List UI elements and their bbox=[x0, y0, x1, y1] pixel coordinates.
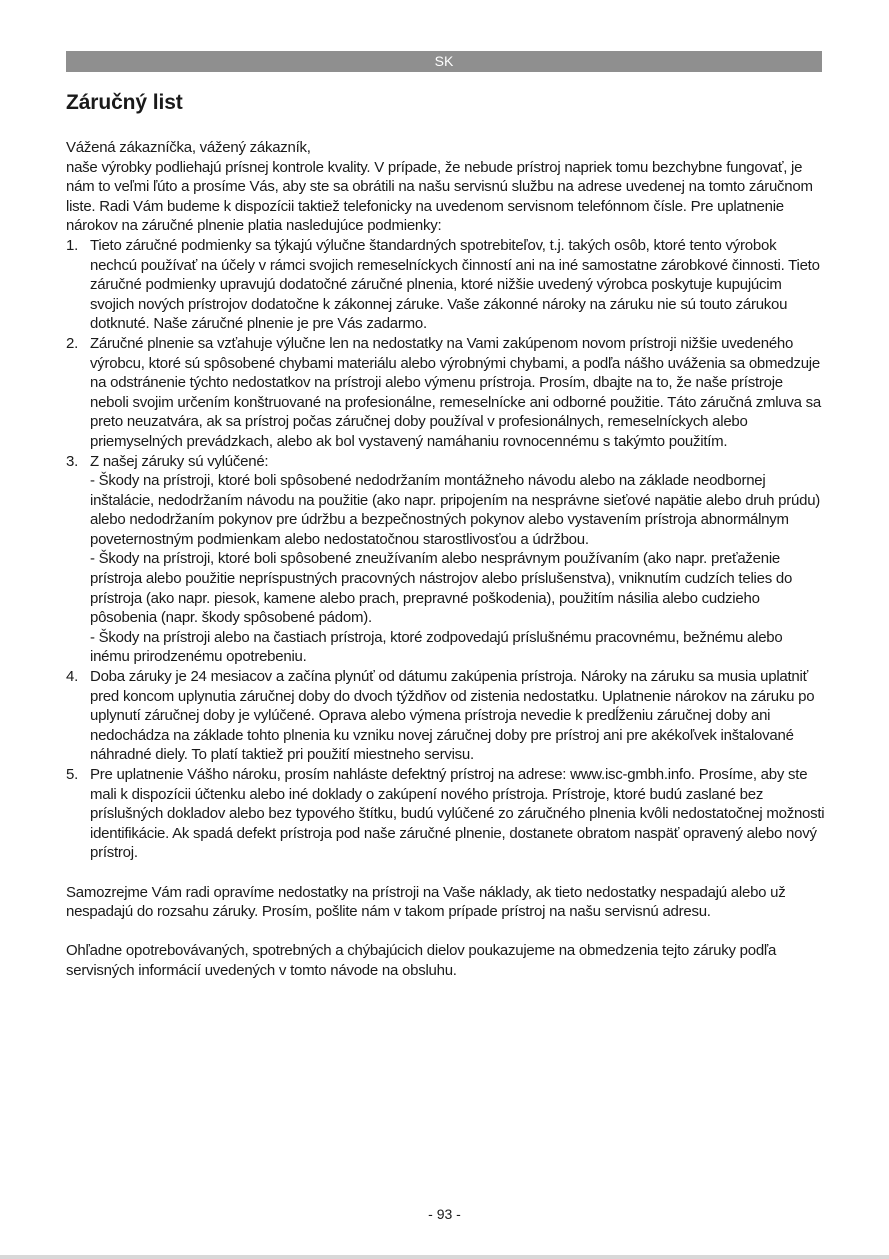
condition-item bbox=[66, 452, 825, 668]
language-header-bar bbox=[66, 51, 822, 72]
exclusion-item: - Škody na prístroji alebo na častiach prístroja, ktoré zodpovedajú príslušnému pracovnému, bežnému alebo inému prirodzenému opotrebeniu. bbox=[90, 628, 783, 666]
page-title: Záručný list bbox=[66, 91, 183, 114]
condition-item bbox=[66, 236, 825, 334]
condition-number: 2. bbox=[66, 334, 79, 352]
condition-text: Tieto záručné podmienky sa týkajú výlučne štandardných spotrebiteľov, t.j. takých osôb, ktoré tento výrobok nechcú používať na účely v rámci svojich remeselníckych činností ani na iné samostatne zárobkové činnosti. Tieto záručné podmienky upravujú dodatočné záručné plnenia, ktoré nižšie uvedený výrobca poskytuje kupujúcim svojich nových prístrojov dodatočne k zákonnej záruke. Vaše zákonné nároky na záruku nie sú touto zárukou dotknuté. Naše záručné plnenie je pre Vás zadarmo. bbox=[90, 236, 820, 333]
condition-number: 5. bbox=[66, 766, 79, 783]
condition-number: 4. bbox=[66, 668, 79, 686]
condition-number: 1. bbox=[66, 236, 79, 254]
salutation: Vážená zákazníčka, vážený zákazník, bbox=[66, 139, 311, 156]
condition-number: 3. bbox=[66, 452, 79, 470]
condition-item bbox=[66, 765, 825, 863]
condition-item bbox=[66, 334, 825, 452]
condition-text: Z našej záruky sú vylúčené: bbox=[90, 452, 269, 470]
condition-item bbox=[66, 667, 825, 765]
page-number: - 93 - bbox=[428, 1206, 461, 1222]
repair-at-cost-paragraph: Samozrejme Vám radi opravíme nedostatky na prístroji na Vaše náklady, ak tieto nedostatky nespadajú alebo už nespadajú do rozsahu záruky. Prosím, pošlite nám v takom prípade prístroj na našu servisnú adresu. bbox=[66, 883, 786, 921]
language-code: SK bbox=[434, 53, 454, 69]
page-bottom-edge bbox=[0, 1255, 889, 1259]
exclusion-item: - Škody na prístroji, ktoré boli spôsobené zneužívaním alebo nesprávnym používaním (ako napr. preťaženie prístroja alebo použitie nepríspustných pracovných nástrojov alebo príslušenstva), vniknutím cudzích telies do prístroja (ako napr. piesok, kamene alebo prach, prepravné poškodenia), použitím násilia alebo cudzieho pôsobenia (napr. škody spôsobené pádom). bbox=[90, 550, 793, 627]
condition-text: Pre uplatnenie Vášho nároku, prosím nahláste defektný prístroj na adrese: www.isc-gmbh.info. Prosíme, aby ste mali k dispozícii účtenku alebo iné doklady o zakúpení nového prístroja. Prístroje, ktoré budú zaslané bez príslušných dokladov alebo bez typového štítku, budú vylúčené zo záručného plnenia kvôli nedostatočnej možnosti identifikácie. Ak spadá defekt prístroja pod naše záručné plnenie, dostanete obratom naspäť opravený alebo nový prístroj. bbox=[90, 766, 825, 862]
warranty-conditions-list bbox=[66, 236, 825, 863]
warranty-body bbox=[66, 138, 825, 981]
wear-parts-paragraph: Ohľadne opotrebovávaných, spotrebných a chýbajúcich dielov poukazujeme na obmedzenia tejto záruky podľa servisných informácií uvedených v tomto návode na obsluhu. bbox=[66, 942, 777, 979]
intro-paragraph: naše výrobky podliehajú prísnej kontrole kvality. V prípade, že nebude prístroj napriek tomu bezchybne fungovať, je nám to veľmi ľúto a prosíme Vás, aby ste sa obrátili na našu servisnú službu na adrese uvedenej na tomto záručnom liste. Radi Vám budeme k dispozícii taktiež telefonicky na uvedenom servisnom telefónnom čísle. Pre uplatnenie nárokov na záručné plnenie platia nasledujúce podmienky: bbox=[66, 158, 813, 235]
exclusion-item: - Škody na prístroji, ktoré boli spôsobené nedodržaním montážneho návodu alebo na základe neodbornej inštalácie, nedodržaním návodu na použitie (ako napr. pripojením na nesprávne sieťové napätie alebo druh prúdu) alebo nedodržaním pokynov pre údržbu a bezpečnostných pokynov alebo vystavením prístroja abnormálnym poveternostným podmienkam alebo nedostatočnou starostlivosťou a údržbou. bbox=[90, 472, 821, 548]
condition-text: Záručné plnenie sa vzťahuje výlučne len na nedostatky na Vami zakúpenom novom prístroji nižšie uvedeného výrobcu, ktoré sú spôsobené chybami materiálu alebo výrobnými chybami, a podľa nášho uváženia sa obmedzuje na odstránenie týchto nedostatkov na prístroji alebo výmenu prístroja. Prosím, dbajte na to, že naše prístroje neboli svojim určením konštruované na profesionálne, remeselnícke ani odborné použitie. Táto záručná zmluva sa preto neuzatvára, ak sa prístroj počas záručnej doby používal v profesionálnych, remeselníckych alebo priemyselných prevádzkach, alebo ak bol vystavený namáhaniu rovnocennému s takýmto použitím. bbox=[90, 334, 821, 450]
condition-text: Doba záruky je 24 mesiacov a začína plynúť od dátumu zakúpenia prístroja. Nároky na záruku sa musia uplatniť pred koncom uplynutia záručnej doby do dvoch týždňov od zistenia nedostatku. Uplatnenie nárokov na záruku po uplynutí záručnej doby je vylúčené. Oprava alebo výmena prístroja nevedie k predĺženiu záručnej doby ani nedochádza na základe tohto plnenia ku vzniku novej záručnej doby pre prístroj ani pre akékoľvek inštalované náhradné diely. To platí taktiež pri použití miestneho servisu. bbox=[90, 668, 815, 764]
